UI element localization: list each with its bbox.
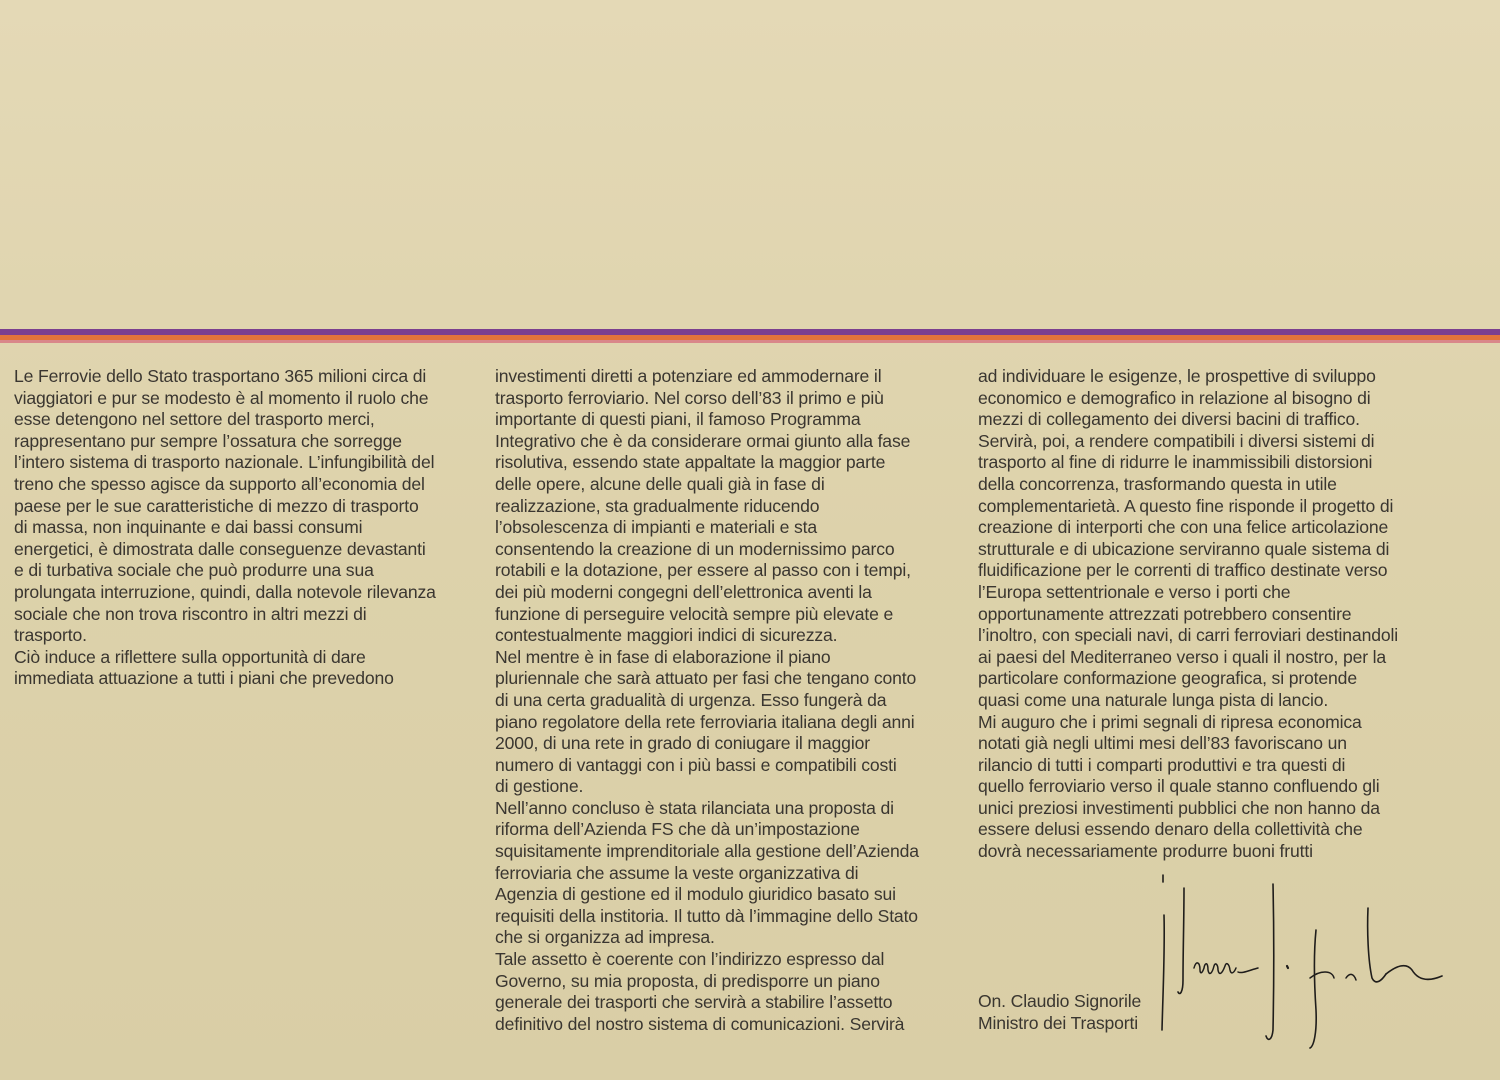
text-line: trasporto. bbox=[14, 625, 87, 646]
text-line: complementarietà. A questo fine risponde il progetto di bbox=[978, 495, 1394, 516]
text-line: ferroviaria che assume la veste organizzativa di bbox=[495, 862, 859, 883]
text-column-2 bbox=[495, 366, 960, 1035]
text-line: contestualmente maggiori indici di sicurezza. bbox=[495, 625, 838, 646]
text-line: sociale che non trova riscontro in altri mezzi di bbox=[14, 603, 367, 624]
text-line: Tale assetto è coerente con l’indirizzo espresso dal bbox=[495, 949, 885, 970]
text-line: quasi come una naturale lunga pista di lancio. bbox=[978, 689, 1329, 710]
text-line: investimenti diretti a potenziare ed ammodernare il bbox=[495, 366, 882, 386]
text-line: numero di vantaggi con i più bassi e compatibili costi bbox=[495, 754, 897, 775]
signatory-block bbox=[978, 991, 1141, 1034]
text-line: essere delusi essendo denaro della collettività che bbox=[978, 819, 1363, 840]
text-line: realizzazione, sta gradualmente riducendo bbox=[495, 495, 820, 516]
handwritten-signature-icon bbox=[1150, 870, 1450, 1060]
text-line: rilancio di tutti i comparti produttivi e tra questi di bbox=[978, 754, 1346, 775]
text-column-1 bbox=[14, 366, 474, 690]
text-line: dovrà necessariamente produrre buoni frutti bbox=[978, 841, 1313, 862]
text-line: strutturale e di ubicazione serviranno quale sistema di bbox=[978, 538, 1390, 559]
text-line: unici preziosi investimenti pubblici che non hanno da bbox=[978, 797, 1380, 818]
text-line: squisitamente imprenditoriale alla gestione dell’Azienda bbox=[495, 841, 919, 862]
text-line: riforma dell’Azienda FS che dà un’impostazione bbox=[495, 819, 860, 840]
text-line: generale dei trasporti che servirà a stabilire l’assetto bbox=[495, 992, 893, 1013]
text-line: definitivo del nostro sistema di comunicazioni. Servirà bbox=[495, 1013, 905, 1034]
text-line: trasporto al fine di ridurre le inammissibili distorsioni bbox=[978, 452, 1373, 473]
text-line: risolutiva, essendo state appaltate la maggior parte bbox=[495, 452, 886, 473]
text-line: viaggiatori e pur se modesto è al momento il ruolo che bbox=[14, 387, 429, 408]
text-line: l’intero sistema di trasporto nazionale. L’infungibilità del bbox=[14, 452, 435, 473]
text-line: quello ferroviario verso il quale stanno confluendo gli bbox=[978, 776, 1380, 797]
text-line: dei più moderni congegni dell’elettronica aventi la bbox=[495, 581, 872, 602]
text-line: e di turbativa sociale che può produrre una sua bbox=[14, 560, 374, 581]
text-line: paese per le sue caratteristiche di mezzo di trasporto bbox=[14, 495, 419, 516]
text-line: prolungata interruzione, quindi, dalla notevole rilevanza bbox=[14, 581, 436, 602]
text-line: che si organizza ad impresa. bbox=[495, 927, 715, 948]
text-line: creazione di interporti che con una felice articolazione bbox=[978, 517, 1389, 538]
text-line: di gestione. bbox=[495, 776, 584, 797]
decorative-stripe-rose bbox=[0, 340, 1500, 343]
text-line: l’inoltro, con speciali navi, di carri ferroviari destinandoli bbox=[978, 625, 1398, 646]
text-line: opportunamente attrezzati potrebbero consentire bbox=[978, 603, 1352, 624]
text-line: trasporto ferroviario. Nel corso dell’83 il primo e più bbox=[495, 387, 884, 408]
signatory-role: Ministro dei Trasporti bbox=[978, 1012, 1138, 1033]
text-line: importante di questi piani, il famoso Programma bbox=[495, 409, 861, 430]
text-line: funzione di perseguire velocità sempre più elevate e bbox=[495, 603, 894, 624]
text-line: Governo, su mia proposta, di predisporre un piano bbox=[495, 970, 880, 991]
text-line: pluriennale che sarà attuato per fasi che tengano conto bbox=[495, 668, 917, 689]
text-line: l’Europa settentrionale e verso i porti che bbox=[978, 581, 1291, 602]
text-line: piano regolatore della rete ferroviaria italiana degli anni bbox=[495, 711, 915, 732]
text-line: immediata attuazione a tutti i piani che prevedono bbox=[14, 668, 394, 689]
text-line: energetici, è dimostrata dalle conseguenze devastanti bbox=[14, 538, 426, 559]
text-line: l’obsolescenza di impianti e materiali e sta bbox=[495, 517, 817, 538]
text-column-3 bbox=[978, 366, 1440, 863]
text-line: fluidificazione per le correnti di traffico destinate verso bbox=[978, 560, 1388, 581]
text-line: Mi auguro che i primi segnali di ripresa economica bbox=[978, 711, 1362, 732]
text-line: Nel mentre è in fase di elaborazione il piano bbox=[495, 646, 831, 667]
text-line: mezzi di collegamento dei diversi bacini di traffico. bbox=[978, 409, 1360, 430]
text-line: treno che spesso agisce da supporto all’economia del bbox=[14, 473, 425, 494]
text-line: economico e demografico in relazione al bisogno di bbox=[978, 387, 1371, 408]
text-line: della concorrenza, trasformando questa in utile bbox=[978, 473, 1337, 494]
text-line: particolare conformazione geografica, si protende bbox=[978, 668, 1357, 689]
text-line: esse detengono nel settore del trasporto merci, bbox=[14, 409, 375, 430]
signatory-name: On. Claudio Signorile bbox=[978, 991, 1142, 1011]
text-line: Integrativo che è da considerare ormai giunto alla fase bbox=[495, 430, 911, 451]
text-line: requisiti della institoria. Il tutto dà l’immagine dello Stato bbox=[495, 905, 918, 926]
text-line: Agenzia di gestione ed il modulo giuridico basato sui bbox=[495, 884, 896, 905]
text-line: rotabili e la dotazione, per essere al passo con i tempi, bbox=[495, 560, 911, 581]
text-line: Le Ferrovie dello Stato trasportano 365 milioni circa di bbox=[14, 366, 427, 386]
text-line: delle opere, alcune delle quali già in fase di bbox=[495, 473, 825, 494]
text-line: Nell’anno concluso è stata rilanciata una proposta di bbox=[495, 797, 894, 818]
text-line: ad individuare le esigenze, le prospettive di sviluppo bbox=[978, 366, 1376, 386]
text-line: rappresentano pur sempre l’ossatura che sorregge bbox=[14, 430, 402, 451]
text-line: Servirà, poi, a rendere compatibili i diversi sistemi di bbox=[978, 430, 1375, 451]
text-line: di massa, non inquinante e dai bassi consumi bbox=[14, 517, 363, 538]
text-line: notati già negli ultimi mesi dell’83 favoriscano un bbox=[978, 733, 1347, 754]
text-line: 2000, di una rete in grado di coniugare il maggior bbox=[495, 733, 870, 754]
text-line: Ciò induce a riflettere sulla opportunità di dare bbox=[14, 646, 366, 667]
text-line: consentendo la creazione di un modernissimo parco bbox=[495, 538, 895, 559]
text-line: di una certa gradualità di urgenza. Esso fungerà da bbox=[495, 689, 887, 710]
text-line: ai paesi del Mediterraneo verso i quali il nostro, per la bbox=[978, 646, 1387, 667]
